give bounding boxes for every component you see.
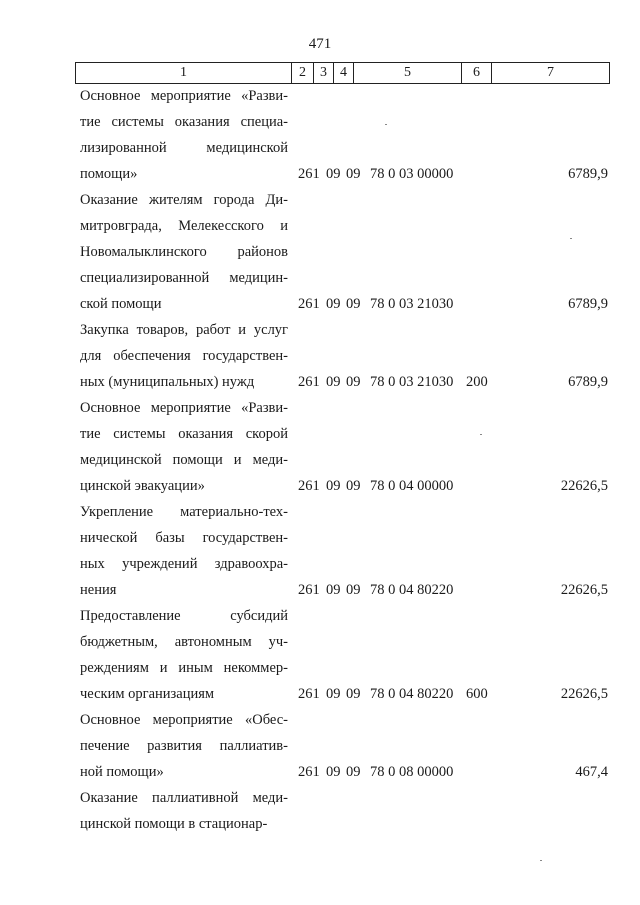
header-col-4: 4 [333,63,353,83]
description-line: для обеспечения государствен- [80,348,288,364]
scan-speck [570,238,572,239]
row-description [80,499,288,603]
code-subsection: 09 [346,582,361,598]
code-ministry: 261 [298,478,320,494]
code-section: 09 [326,296,341,312]
header-col-1: 1 [180,65,187,80]
code-section: 09 [326,764,341,780]
header-col-6: 6 [461,63,491,83]
header-col-2: 2 [291,63,313,83]
code-subsection: 09 [346,374,361,390]
description-line: лизированной медицинской [80,140,288,156]
code-target: 78 0 03 21030 [370,374,454,390]
description-line: ческим организациям [80,686,215,702]
header-col-7: 7 [491,63,609,83]
description-line: Укрепление материально-тех- [80,504,288,520]
description-line: помощи» [80,166,138,182]
code-ministry: 261 [298,374,320,390]
scan-speck [540,860,542,861]
description-line: цинской эвакуации» [80,478,205,494]
code-ministry: 261 [298,764,320,780]
row-description [80,395,288,499]
code-section: 09 [326,582,341,598]
code-section: 09 [326,166,341,182]
description-line: специализированной медицин- [80,270,288,286]
page-number: 471 [308,36,332,52]
code-ministry: 261 [298,166,320,182]
amount: 6789,9 [568,296,608,312]
code-section: 09 [326,478,341,494]
amount: 467,4 [575,764,608,780]
description-line: Основное мероприятие «Разви- [80,400,288,416]
code-subsection: 09 [346,478,361,494]
scan-speck [385,124,387,125]
row-description [80,603,288,707]
table-header [75,62,610,84]
code-subsection: 09 [346,764,361,780]
code-target: 78 0 03 21030 [370,296,454,312]
description-line: Предоставление субсидий [80,608,288,624]
header-col-3: 3 [313,63,333,83]
description-line: ных учреждений здравоохра- [80,556,288,572]
description-line: ных (муниципальных) нужд [80,374,255,390]
description-line: Закупка товаров, работ и услуг [80,322,288,338]
description-line: тие системы оказания скорой [80,426,288,442]
row-description [80,707,288,785]
header-col-5: 5 [353,63,461,83]
code-target: 78 0 04 80220 [370,582,454,598]
code-target: 78 0 08 00000 [370,764,454,780]
description-line: медицинской помощи и меди- [80,452,288,468]
code-subsection: 09 [346,296,361,312]
code-target: 78 0 03 00000 [370,166,454,182]
code-expense-type: 600 [466,686,488,702]
row-description [80,83,288,187]
code-ministry: 261 [298,686,320,702]
code-subsection: 09 [346,686,361,702]
description-line: Основное мероприятие «Разви- [80,88,288,104]
amount: 6789,9 [568,374,608,390]
description-line: цинской помощи в стационар- [80,816,268,832]
description-line: Новомалыклинского районов [80,244,288,260]
amount: 6789,9 [568,166,608,182]
code-target: 78 0 04 00000 [370,478,454,494]
code-target: 78 0 04 80220 [370,686,454,702]
description-line: бюджетным, автономным уч- [80,634,288,650]
description-line: печение развития паллиатив- [80,738,288,754]
amount: 22626,5 [560,582,608,598]
code-section: 09 [326,686,341,702]
description-line: ной помощи» [80,764,164,780]
code-ministry: 261 [298,582,320,598]
description-line: реждениям и иным некоммер- [80,660,288,676]
description-line: нения [80,582,117,598]
description-line: тие системы оказания специа- [80,114,288,130]
description-line: Основное мероприятие «Обес- [80,712,288,728]
code-ministry: 261 [298,296,320,312]
description-line: Оказание паллиативной меди- [80,790,288,806]
row-description [80,187,288,317]
description-line: ской помощи [80,296,162,312]
scan-speck [480,434,482,435]
code-section: 09 [326,374,341,390]
code-expense-type: 200 [466,374,488,390]
description-line: Оказание жителям города Ди- [80,192,288,208]
amount: 22626,5 [560,478,608,494]
description-line: нической базы государствен- [80,530,288,546]
row-description [80,785,288,837]
amount: 22626,5 [560,686,608,702]
description-line: митровграда, Мелекесского и [80,218,288,234]
row-description [80,317,288,395]
code-subsection: 09 [346,166,361,182]
